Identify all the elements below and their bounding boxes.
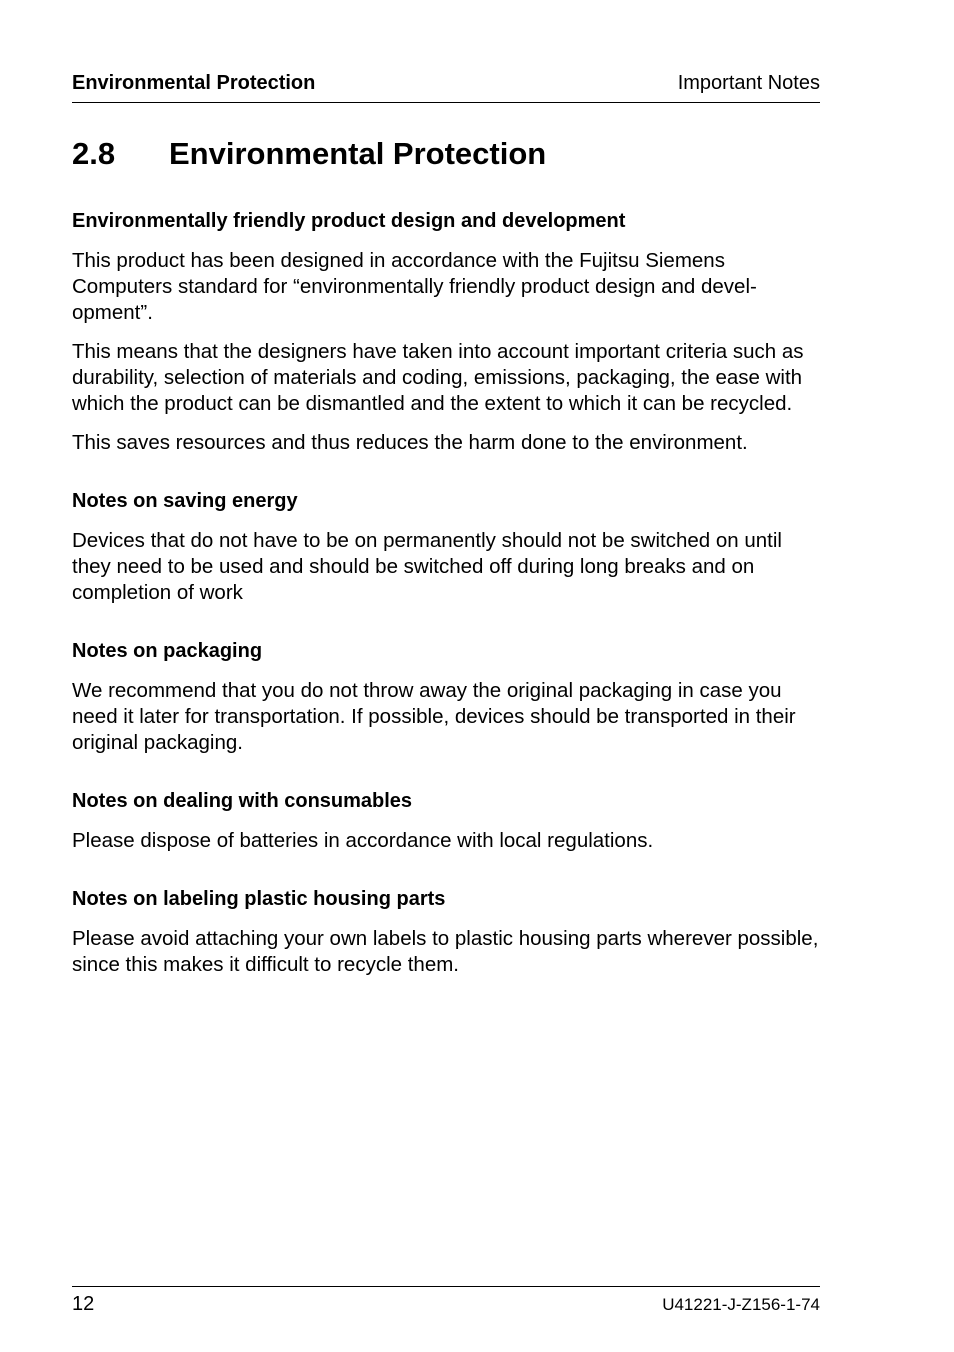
page-number: 12	[72, 1293, 95, 1315]
section-title	[72, 136, 546, 172]
spacer	[72, 619, 820, 638]
block-energy	[72, 488, 820, 606]
subheading-design: Environmentally friendly product design and development	[72, 210, 626, 232]
block-design	[72, 208, 820, 456]
spacer	[72, 469, 820, 488]
document-id: U41221-J-Z156-1-74	[662, 1295, 820, 1314]
block-packaging	[72, 638, 820, 756]
paragraph: Please avoid attaching your own labels to plastic housing parts wherever possible, since this makes it difficult to recycle them.	[72, 927, 819, 976]
block-labeling	[72, 886, 820, 978]
block-consumables	[72, 788, 820, 854]
paragraph: This product has been designed in accordance with the Fujitsu Siemens Computers standard for “environmentally friendly product design and devel-opment”.	[72, 249, 757, 324]
subheading-packaging: Notes on packaging	[72, 640, 263, 662]
subheading-energy: Notes on saving energy	[72, 490, 298, 512]
section-title-text: Environmental Protection	[169, 136, 547, 171]
header-chapter-title: Environmental Protection	[72, 72, 316, 94]
page-header	[72, 70, 820, 103]
paragraph: This saves resources and thus reduces the harm done to the environment.	[72, 431, 748, 454]
main-content	[72, 208, 820, 991]
paragraph: We recommend that you do not throw away the original packaging in case you need it later for transportation. If possible, devices should be transported in their original packaging.	[72, 679, 796, 754]
paragraph: Devices that do not have to be on permanently should not be switched on until they need to be used and should be switched off during long breaks and on completion of work	[72, 529, 782, 604]
spacer	[72, 769, 820, 788]
page-footer	[72, 1286, 820, 1315]
header-section-name: Important Notes	[677, 72, 820, 94]
section-number: 2.8	[72, 136, 116, 171]
subheading-labeling: Notes on labeling plastic housing parts	[72, 888, 446, 910]
paragraph: Please dispose of batteries in accordance with local regulations.	[72, 829, 654, 852]
subheading-consumables: Notes on dealing with consumables	[72, 790, 413, 812]
paragraph: This means that the designers have taken into account important criteria such as durability, selection of materials and coding, emissions, packaging, the ease with which the product can be dismantled and the extent to which it can be recycled.	[72, 340, 804, 415]
spacer	[72, 867, 820, 886]
